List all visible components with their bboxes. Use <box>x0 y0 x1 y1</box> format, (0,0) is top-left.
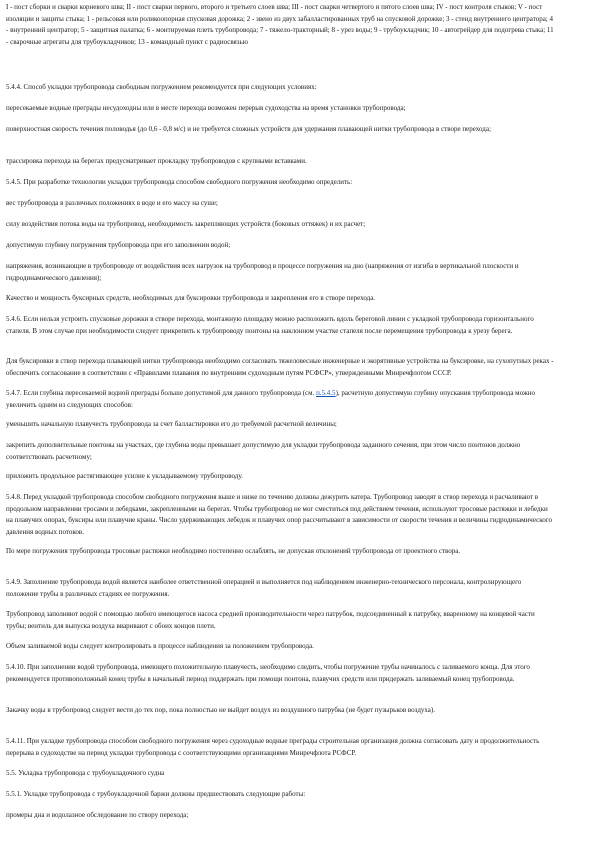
section-reference-link[interactable]: п.5.4.5 <box>316 389 336 397</box>
section-5-4-7 <box>6 388 554 411</box>
paragraph: напряжения, возникающие в трубопроводе от воздействия всех нагрузок на трубопровод в процессе погружения на дно (напряжения от изгиба в вертикальной плоскости и гидродинамического давления); <box>6 262 519 282</box>
section-heading-5-5: 5.5. Укладка трубопровода с трубоукладочного судна <box>6 769 165 777</box>
section-5-4-4: 5.4.4. Способ укладки трубопровода свободным погружением рекомендуется при следующих условиях: <box>6 83 317 91</box>
section-5-4-8: 5.4.8. Перед укладкой трубопровода способом свободного погружения выше и ниже по течению должны дежурить катера. Трубопровод заводят в створ перехода и расчаливают в продольном направлении тросами и лебедками, закрепленными на берегах. Чтобы трубопровод не мог сместиться под действием течения, используют тросовые растяжки и лебедки на плавучих опорах, буксиры или плавучие краны. Число удерживающих лебедок и плавучих опор рассчитывают в зависимости от скорости течения и величины гидродинамического давления водных потоков. <box>6 493 552 536</box>
section-5-4-5: 5.4.5. При разработке технологии укладки трубопровода способом свободного погружения необходимо определить: <box>6 178 353 186</box>
paragraph: пересекаемые водные преграды несудоходны или в месте перехода возможен перерыв судоходства на время установки трубопровода; <box>6 104 406 112</box>
section-5-4-6: 5.4.6. Если нельзя устроить спусковые дорожки в створе перехода, монтажную площадку можно расположить вдоль береговой линии с укладкой трубопровода горизонтального стапеля. В этом случае при необходимости следует прикрепить к трубопроводу понтоны на наклонном участке стапеля после перемещения трубопровода к урезу берега. <box>6 315 534 335</box>
paragraph: уменьшить начальную плавучесть трубопровода за счет балластировки его до требуемой расчетной величины; <box>6 420 337 428</box>
section-5-5-1: 5.5.1. Укладке трубопровода с трубоукладочной баржи должны предшествовать следующие работы: <box>6 790 306 798</box>
paragraph-text: ), расчетную допустимую глубину опускания трубопровода можно увеличить одним из следующих способов: <box>6 389 536 409</box>
paragraph: вес трубопровода в различных положениях в воде и его массу на суше; <box>6 199 218 207</box>
paragraph: приложить продольное растягивающее усилие к укладываемому трубопроводу. <box>6 472 243 480</box>
paragraph: Качество и мощность буксирных средств, необходимых для буксировки трубопровода и закрепления его в створе перехода. <box>6 294 376 302</box>
paragraph: Закачку воды в трубопровод следует вести до тех пор, пока полностью не выйдет воздух из воздушного патрубка (не будет пузырьков воздуха). <box>6 706 435 714</box>
paragraph: поверхностная скорость течения половодья (до 0,6 - 0,8 м/с) и не требуется сложных устройств для удержания плавающей нитки трубопровода в створе перехода; <box>6 125 491 133</box>
paragraph-text: 5.4.7. Если глубина пересекаемой водной преграды больше допустимой для данного трубопровода (см. <box>6 389 317 397</box>
section-5-4-10: 5.4.10. При заполнении водой трубопровода, имеющего положительную плавучесть, необходимо следить, чтобы погружение трубы начиналось с заливаемого конца. Для этого рекомендуется противоположный конец трубы в начальный период поддержать при помощи понтона, плавучих средств или придержать заливаемый конец трубопровода. <box>6 663 530 683</box>
paragraph: трассировка перехода на берегах предусматривает прокладку трубопроводов с крупными вставками. <box>6 157 307 165</box>
section-5-4-9: 5.4.9. Заполнение трубопровода водой является наиболее ответственной операцией и выполняется под наблюдением инженерно-технического персонала, контролирующего положение трубы в различных стадиях ее погружения. <box>6 578 522 598</box>
paragraph: промеры дна и водолазное обследование по створу перехода; <box>6 811 189 819</box>
paragraph: Трубопровод заполняют водой с помощью любого имеющегося насоса средней производительности через патрубок, подсоединенный к патрубку, вваренному на концевой части трубы; вентиль для выпуска воздуха вваривают с обоих концов плети. <box>6 610 535 630</box>
paragraph: закрепить дополнительные понтоны на участках, где глубина воды превышает допустимую для укладки трубопровода заданного сечения, при этом число понтонов должно соответствовать расчетному; <box>6 441 521 461</box>
paragraph: Объем заливаемой воды следует контролировать в процессе наблюдения за положением трубопровода. <box>6 642 314 650</box>
section-5-4-11: 5.4.11. При укладке трубопровода способом свободного погружения через судоходные водные преграды строительная организация должна согласовать дату и продолжительность перерыва в судоходстве на период укладки трубопровода с соответствующими организациями Минречфлота РСФСР. <box>6 737 540 757</box>
figure-legend: I - пост сборки и сварки корневого шва; II - пост сварки первого, второго и третьего слоев шва; III - пост сварки четвертого и пятого слоев шва; IV - пост контроля стыков; V - пост изоляции и защиты стыка; 1 - рельсовая или роликоопорная спусковая дорожка; 2 - звено из двух забалластированных труб на спусковой дорожке; 3 - стенд внутреннего центратора; 4 - внутренний центратор; 5 - защитная палатка; 6 - монтируемая плеть трубопровода; 7 - тяжело-тракторный; 8 - урез воды; 9 - трубоукладчик; 10 - автогрейдер для подогрева стыка; 11 - сварочные агрегаты для трубоукладчиков; 13 - командный пункт с радиосвязью <box>6 3 554 46</box>
paragraph: По мере погружения трубопровода тросовые растяжки необходимо постепенно ослаблять, не допуская отклонений трубопровода от проектного створа. <box>6 547 461 555</box>
paragraph: силу воздействия потока воды на трубопровод, необходимость закрепляющих устройств (боковых оттяжек) и их расчет; <box>6 220 366 228</box>
paragraph: допустимую глубину погружения трубопровода при его заполнении водой; <box>6 241 231 249</box>
paragraph: Для буксировки в створ перехода плавающей нитки трубопровода необходимо согласовать тяжеловесные инженерные и экорятивные устройства на буксировке, на сухопутных реках - обеспечить согласование в соответствии с «Правилами плавания по внутренним судоходным путям РСФСР», утвержденными Минречфлотом СССР. <box>6 357 554 377</box>
